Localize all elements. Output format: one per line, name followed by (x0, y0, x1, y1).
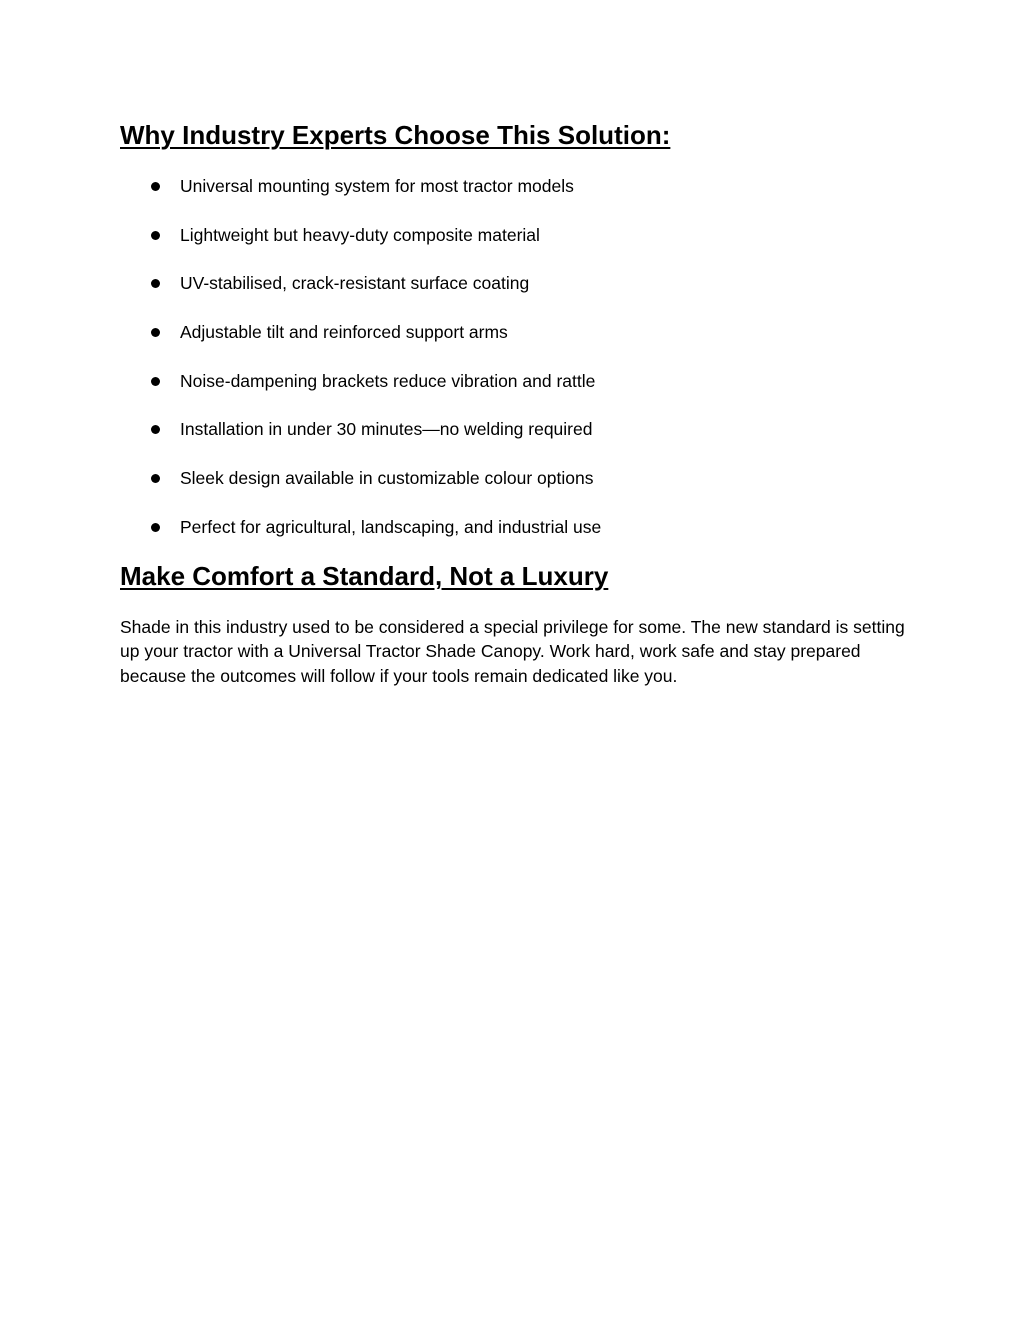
section-heading-why-experts-choose: Why Industry Experts Choose This Solution: (120, 120, 671, 150)
bullet-text: Perfect for agricultural, landscaping, and industrial use (180, 516, 602, 537)
bullet-text: Installation in under 30 minutes—no welding required (180, 419, 593, 440)
bullet-text: Lightweight but heavy-duty composite material (180, 224, 540, 245)
bullet-text: Adjustable tilt and reinforced support arms (180, 322, 508, 343)
bullet-dot-icon (151, 474, 160, 483)
bullet-text: Noise-dampening brackets reduce vibration and rattle (180, 370, 596, 391)
bullet-dot-icon (151, 425, 160, 434)
bullet-dot-icon (151, 279, 160, 288)
bullet-dot-icon (151, 231, 160, 240)
bullet-dot-icon (151, 377, 160, 386)
bullet-dot-icon (151, 523, 160, 532)
bullet-dot-icon (151, 328, 160, 337)
bullet-text: Universal mounting system for most tractor models (180, 176, 574, 196)
section-heading-make-comfort-standard: Make Comfort a Standard, Not a Luxury (120, 561, 609, 591)
body-paragraph: Shade in this industry used to be considered a special privilege for some. The new standard is setting up your tractor with a Universal Tractor Shade Canopy. Work hard, work safe and stay prepared because the outcomes will follow if your tools remain dedicated like you. (120, 617, 905, 686)
bullet-text: Sleek design available in customizable colour options (180, 468, 594, 489)
bullet-text: UV-stabilised, crack-resistant surface coating (180, 273, 530, 294)
bullet-dot-icon (151, 182, 160, 191)
